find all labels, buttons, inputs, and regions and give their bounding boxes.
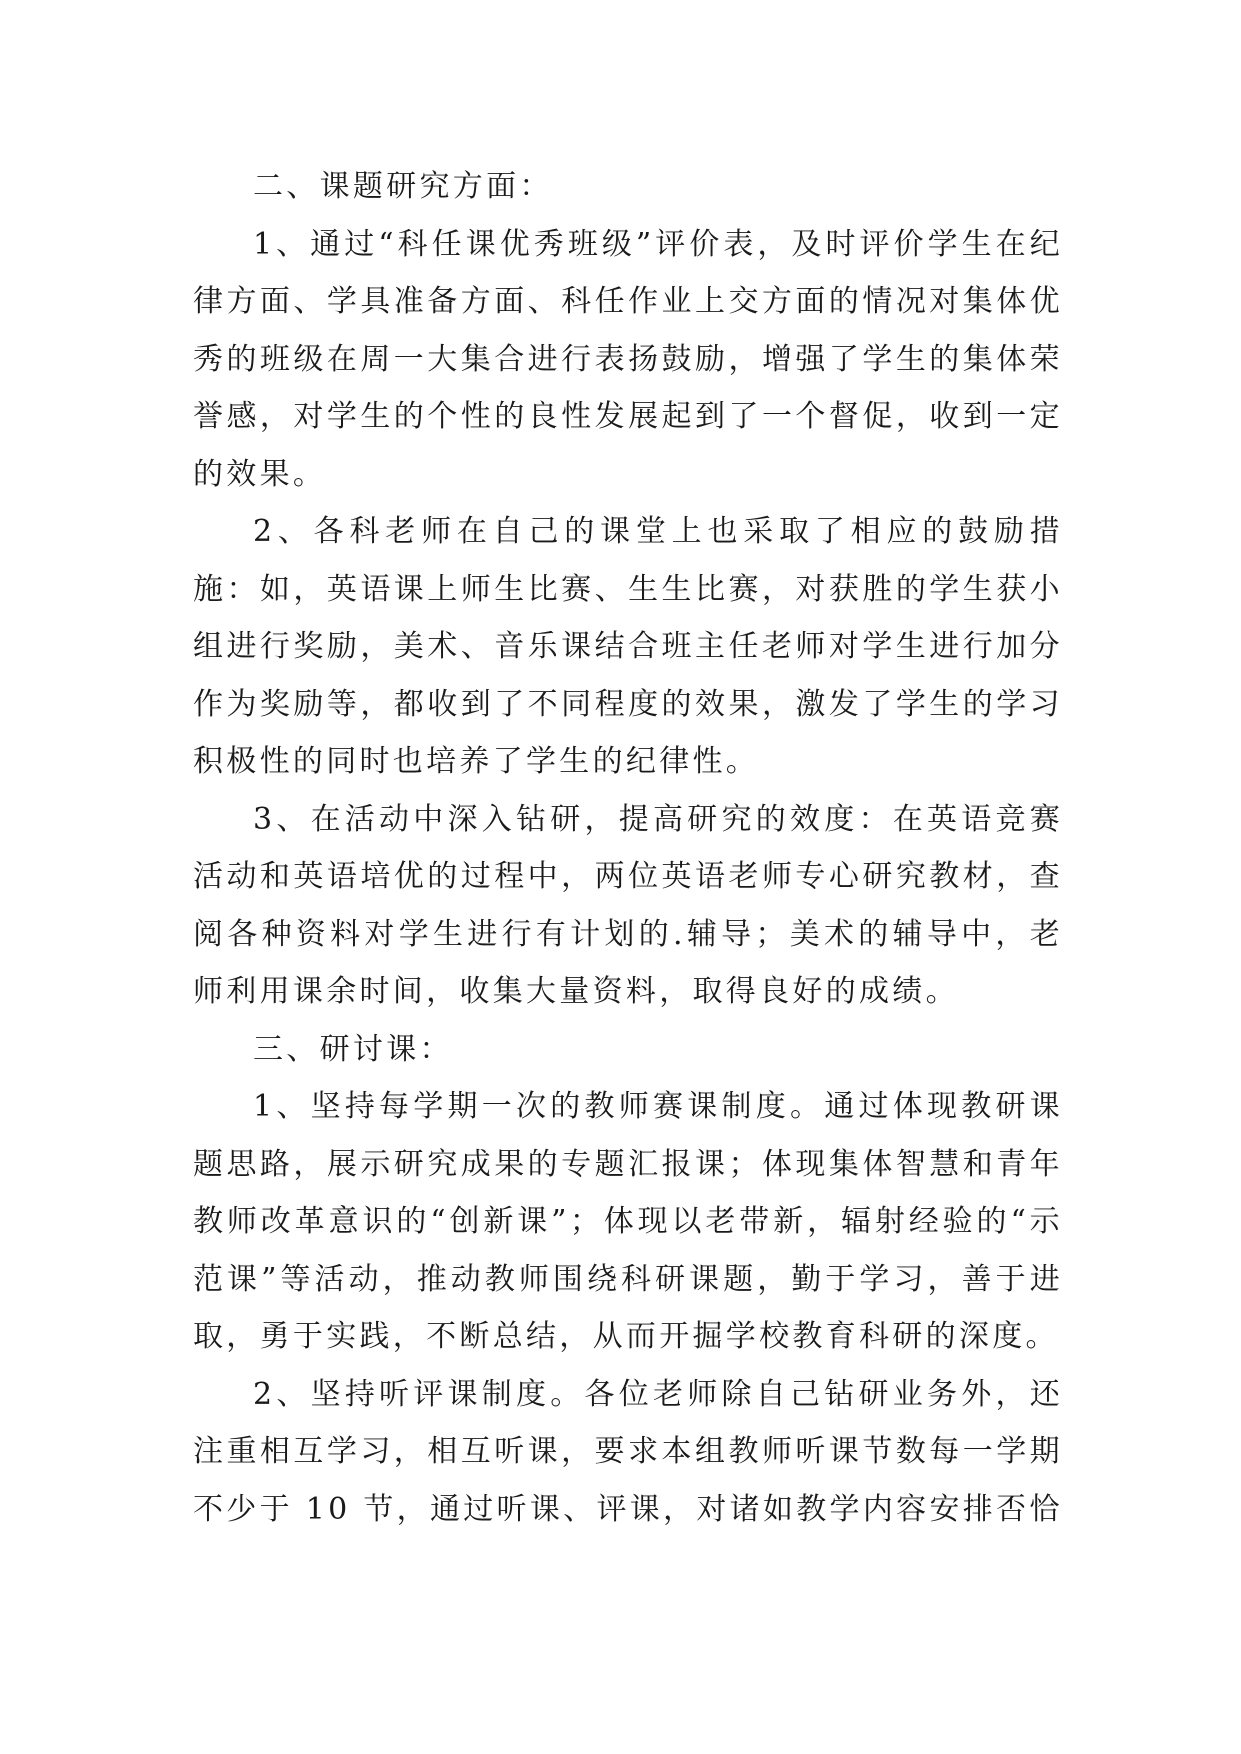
document-body: [193, 158, 1063, 1538]
paragraph-research-2: 2、各科老师在自己的课堂上也采取了相应的鼓励措施：如，英语课上师生比赛、生生比赛，对获胜的学生获小组进行奖励，美术、音乐课结合班主任老师对学生进行加分作为奖励等，都收到了不同程度的效果，激发了学生的学习积极性的同时也培养了学生的纪律性。: [193, 514, 1063, 779]
paragraph-seminar-1: 1、坚持每学期一次的教师赛课制度。通过体现教研课题思路，展示研究成果的专题汇报课；体现集体智慧和青年教师改革意识的“创新课”；体现以老带新，辐射经验的“示范课”等活动，推动教师围绕科研课题，勤于学习，善于进取，勇于实践，不断总结，从而开掘学校教育科研的深度。: [193, 1089, 1063, 1354]
section-heading-seminar: 三、研讨课：: [253, 1031, 453, 1067]
paragraph-research-3: 3、在活动中深入钻研，提高研究的效度：在英语竞赛活动和英语培优的过程中，两位英语老师专心研究教材，查阅各种资料对学生进行有计划的.辅导；美术的辅导中，老师利用课余时间，收集大量资料，取得良好的成绩。: [193, 801, 1063, 1009]
paragraph-research-1: 1、通过“科任课优秀班级”评价表，及时评价学生在纪律方面、学具准备方面、科任作业上交方面的情况对集体优秀的班级在周一大集合进行表扬鼓励，增强了学生的集体荣誉感，对学生的个性的良性发展起到了一个督促，收到一定的效果。: [193, 226, 1063, 492]
paragraph-seminar-2: 2、坚持听评课制度。各位老师除自己钻研业务外，还注重相互学习，相互听课，要求本组教师听课节数每一学期不少于 10 节，通过听课、评课，对诸如教学内容安排否恰: [193, 1376, 1063, 1527]
section-heading-research: 二、课题研究方面：: [253, 169, 553, 204]
